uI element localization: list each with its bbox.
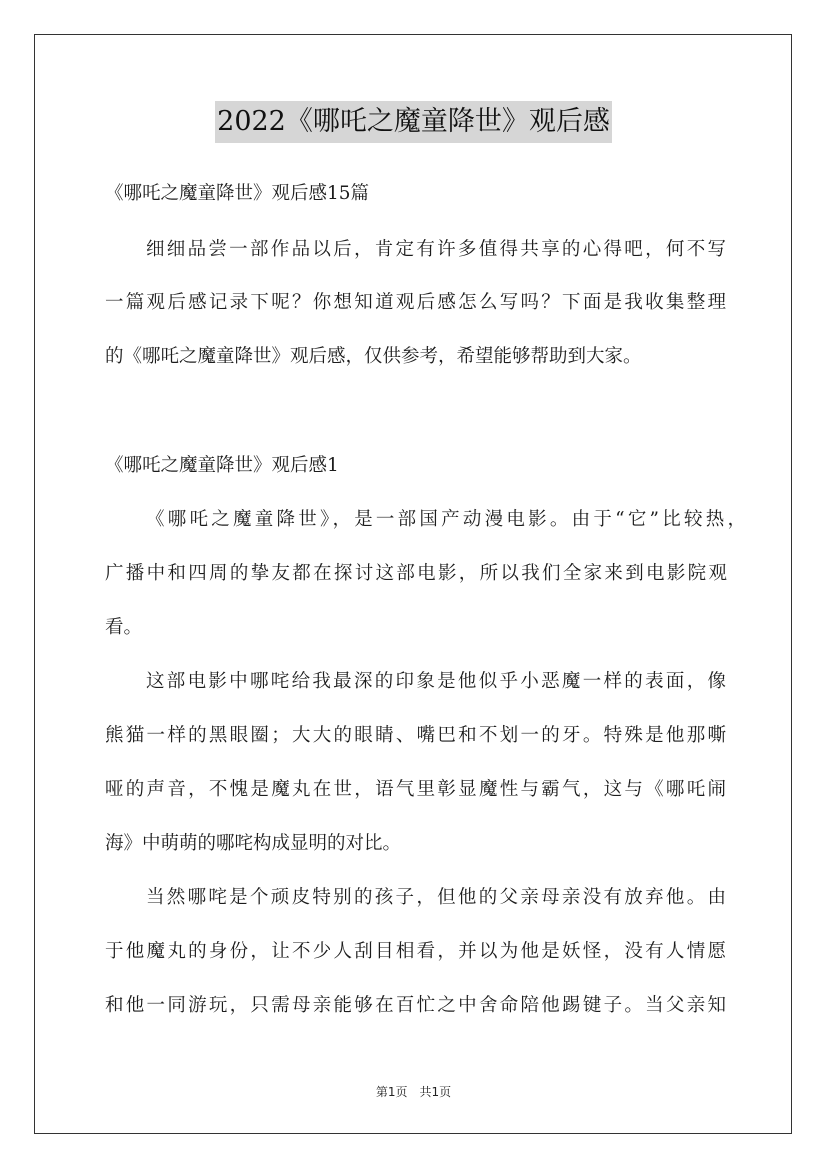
- intro-line-3: 的《哪吒之魔童降世》观后感，仅供参考，希望能够帮助到大家。: [105, 346, 642, 367]
- paragraph2-line-2: 熊猫一样的黑眼圈；大大的眼睛、嘴巴和不划一的牙。特殊是他那嘶: [105, 725, 726, 746]
- paragraph2-line-4: 海》中萌萌的哪咤构成显明的对比。: [105, 833, 402, 854]
- section-heading: 《哪吒之魔童降世》观后感1: [105, 455, 339, 476]
- paragraph3-line-3: 和他一同游玩，只需母亲能够在百忙之中舍命陪他踢键子。当父亲知: [105, 995, 726, 1016]
- document-subtitle: 《哪吒之魔童降世》观后感15篇: [105, 183, 370, 204]
- paragraph1-line-2: 广播中和四周的挚友都在探讨这部电影，所以我们全家来到电影院观: [105, 563, 727, 584]
- paragraph2-line-1: 这部电影中哪咤给我最深的印象是他似乎小恶魔一样的表面，像: [146, 671, 726, 692]
- document-title: 2022《哪吒之魔童降世》观后感: [215, 101, 612, 143]
- paragraph2-line-3: 哑的声音，不愧是魔丸在世，语气里彰显魔性与霸气，这与《哪吒闹: [105, 779, 726, 800]
- paragraph3-line-1: 当然哪咤是个顽皮特别的孩子，但他的父亲母亲没有放弃他。由: [146, 887, 726, 908]
- paragraph1-line-1: 《哪吒之魔童降世》，是一部国产动漫电影。由于“它”比较热，: [146, 509, 746, 530]
- paragraph1-line-3: 看。: [105, 617, 143, 638]
- paragraph3-line-2: 于他魔丸的身份，让不少人刮目相看，并以为他是妖怪，没有人情愿: [105, 941, 726, 962]
- intro-line-1: 细细品尝一部作品以后，肯定有许多值得共享的心得吧，何不写: [146, 239, 726, 260]
- title-container: [0, 101, 827, 143]
- intro-line-2: 一篇观后感记录下呢？你想知道观后感怎么写吗？下面是我收集整理: [105, 292, 726, 313]
- page-footer: 第1页 共1页: [375, 1085, 452, 1099]
